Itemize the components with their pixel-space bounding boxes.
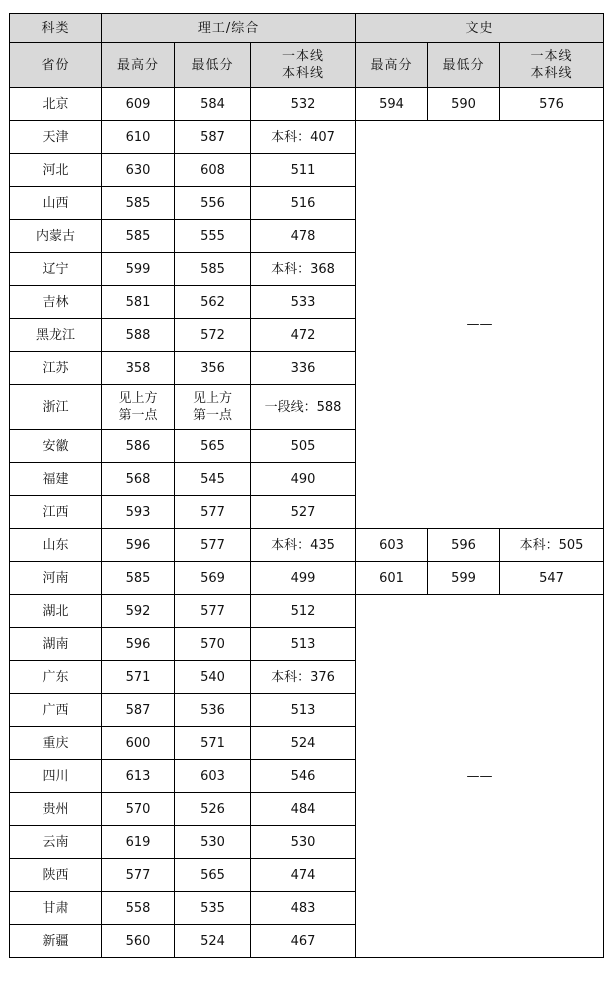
science-min-cell: 577	[175, 595, 251, 628]
header-line2: 本科线	[282, 66, 325, 81]
science-line-cell: 527	[251, 496, 356, 529]
header-category: 科类	[10, 14, 102, 43]
science-min-cell: 536	[175, 694, 251, 727]
science-line-cell: 本科：407	[251, 121, 356, 154]
science-min-cell: 556	[175, 187, 251, 220]
province-cell: 浙江	[10, 385, 102, 430]
science-min-cell: 603	[175, 760, 251, 793]
arts-max-cell: 601	[356, 562, 428, 595]
province-cell: 新疆	[10, 925, 102, 958]
science-line-cell: 513	[251, 694, 356, 727]
province-cell: 贵州	[10, 793, 102, 826]
science-line-cell: 本科：435	[251, 529, 356, 562]
arts-min-cell: 599	[428, 562, 500, 595]
header-science-min: 最低分	[175, 43, 251, 88]
science-line-cell: 511	[251, 154, 356, 187]
science-min-cell: 608	[175, 154, 251, 187]
province-cell: 甘肃	[10, 892, 102, 925]
science-max-cell: 593	[102, 496, 175, 529]
science-line-cell: 490	[251, 463, 356, 496]
science-line-cell: 524	[251, 727, 356, 760]
science-max-cell: 585	[102, 220, 175, 253]
science-max-cell: 587	[102, 694, 175, 727]
science-min-cell: 569	[175, 562, 251, 595]
science-line-cell: 513	[251, 628, 356, 661]
science-min-cell: 565	[175, 859, 251, 892]
science-max-cell: 592	[102, 595, 175, 628]
province-cell: 重庆	[10, 727, 102, 760]
province-cell: 湖南	[10, 628, 102, 661]
science-min-cell: 572	[175, 319, 251, 352]
science-line-cell: 483	[251, 892, 356, 925]
science-max-cell: 571	[102, 661, 175, 694]
science-min-cell: 555	[175, 220, 251, 253]
header-row-columns	[10, 43, 604, 88]
header-row-category	[10, 14, 604, 43]
science-max-cell: 596	[102, 628, 175, 661]
science-max-cell	[102, 385, 175, 430]
science-max-cell: 619	[102, 826, 175, 859]
arts-line-cell: 本科：505	[500, 529, 604, 562]
science-max-cell: 588	[102, 319, 175, 352]
province-cell: 北京	[10, 88, 102, 121]
province-cell: 江西	[10, 496, 102, 529]
science-max-cell: 609	[102, 88, 175, 121]
science-max-cell: 558	[102, 892, 175, 925]
science-line-cell: 474	[251, 859, 356, 892]
table-row	[10, 88, 604, 121]
province-cell: 山东	[10, 529, 102, 562]
science-line-cell: 533	[251, 286, 356, 319]
science-line-cell: 467	[251, 925, 356, 958]
science-max-cell: 630	[102, 154, 175, 187]
table-row	[10, 529, 604, 562]
province-cell: 云南	[10, 826, 102, 859]
province-cell: 安徽	[10, 430, 102, 463]
score-table	[9, 13, 604, 958]
science-max-cell: 613	[102, 760, 175, 793]
arts-min-cell: 596	[428, 529, 500, 562]
province-cell: 广西	[10, 694, 102, 727]
province-cell: 吉林	[10, 286, 102, 319]
province-cell: 天津	[10, 121, 102, 154]
science-min-cell: 535	[175, 892, 251, 925]
science-max-cell: 577	[102, 859, 175, 892]
science-max-cell: 610	[102, 121, 175, 154]
province-cell: 辽宁	[10, 253, 102, 286]
score-table-container	[9, 13, 604, 958]
science-min-cell: 565	[175, 430, 251, 463]
science-max-note-1: 见上方	[118, 391, 158, 406]
science-min-cell: 571	[175, 727, 251, 760]
arts-max-cell: 594	[356, 88, 428, 121]
province-cell: 福建	[10, 463, 102, 496]
arts-line-cell: 576	[500, 88, 604, 121]
header-line2: 本科线	[530, 66, 573, 81]
header-arts-max: 最高分	[356, 43, 428, 88]
science-line-cell: 336	[251, 352, 356, 385]
science-line-cell: 505	[251, 430, 356, 463]
science-line-cell: 本科：376	[251, 661, 356, 694]
province-cell: 四川	[10, 760, 102, 793]
science-line-cell: 本科：368	[251, 253, 356, 286]
arts-no-data-cell: ——	[356, 121, 604, 529]
science-min-note-2: 第一点	[192, 408, 232, 423]
header-arts: 文史	[356, 14, 604, 43]
header-arts-min: 最低分	[428, 43, 500, 88]
header-arts-line	[500, 43, 604, 88]
science-max-cell: 560	[102, 925, 175, 958]
science-min-cell: 526	[175, 793, 251, 826]
science-min-cell: 540	[175, 661, 251, 694]
science-min-cell: 524	[175, 925, 251, 958]
province-cell: 河北	[10, 154, 102, 187]
science-line-cell: 512	[251, 595, 356, 628]
science-max-cell: 585	[102, 187, 175, 220]
science-line-cell: 一段线：588	[251, 385, 356, 430]
science-max-cell: 585	[102, 562, 175, 595]
science-min-cell: 570	[175, 628, 251, 661]
science-line-cell: 484	[251, 793, 356, 826]
science-max-cell: 599	[102, 253, 175, 286]
science-min-cell: 356	[175, 352, 251, 385]
arts-max-cell: 603	[356, 529, 428, 562]
science-min-cell: 562	[175, 286, 251, 319]
science-line-cell: 499	[251, 562, 356, 595]
science-min-cell: 577	[175, 496, 251, 529]
province-cell: 内蒙古	[10, 220, 102, 253]
science-max-note-2: 第一点	[118, 408, 158, 423]
header-science-max: 最高分	[102, 43, 175, 88]
science-line-cell: 472	[251, 319, 356, 352]
header-science: 理工/综合	[102, 14, 356, 43]
science-line-cell: 478	[251, 220, 356, 253]
science-max-cell: 581	[102, 286, 175, 319]
province-cell: 陕西	[10, 859, 102, 892]
science-min-cell: 530	[175, 826, 251, 859]
province-cell: 江苏	[10, 352, 102, 385]
province-cell: 河南	[10, 562, 102, 595]
science-min-cell: 577	[175, 529, 251, 562]
header-province: 省份	[10, 43, 102, 88]
science-min-cell	[175, 385, 251, 430]
science-max-cell: 600	[102, 727, 175, 760]
arts-line-cell: 547	[500, 562, 604, 595]
science-line-cell: 532	[251, 88, 356, 121]
province-cell: 黑龙江	[10, 319, 102, 352]
arts-min-cell: 590	[428, 88, 500, 121]
science-min-cell: 585	[175, 253, 251, 286]
science-max-cell: 596	[102, 529, 175, 562]
header-line1: 一本线	[530, 49, 573, 64]
science-max-cell: 570	[102, 793, 175, 826]
header-science-line	[251, 43, 356, 88]
science-max-cell: 358	[102, 352, 175, 385]
table-row	[10, 595, 604, 628]
science-min-note-1: 见上方	[192, 391, 232, 406]
science-max-cell: 586	[102, 430, 175, 463]
science-min-cell: 584	[175, 88, 251, 121]
science-min-cell: 587	[175, 121, 251, 154]
table-row	[10, 562, 604, 595]
science-line-cell: 516	[251, 187, 356, 220]
province-cell: 湖北	[10, 595, 102, 628]
province-cell: 山西	[10, 187, 102, 220]
province-cell: 广东	[10, 661, 102, 694]
arts-no-data-cell: ——	[356, 595, 604, 958]
header-line1: 一本线	[282, 49, 325, 64]
science-max-cell: 568	[102, 463, 175, 496]
science-min-cell: 545	[175, 463, 251, 496]
science-line-cell: 546	[251, 760, 356, 793]
table-row	[10, 121, 604, 154]
science-line-cell: 530	[251, 826, 356, 859]
